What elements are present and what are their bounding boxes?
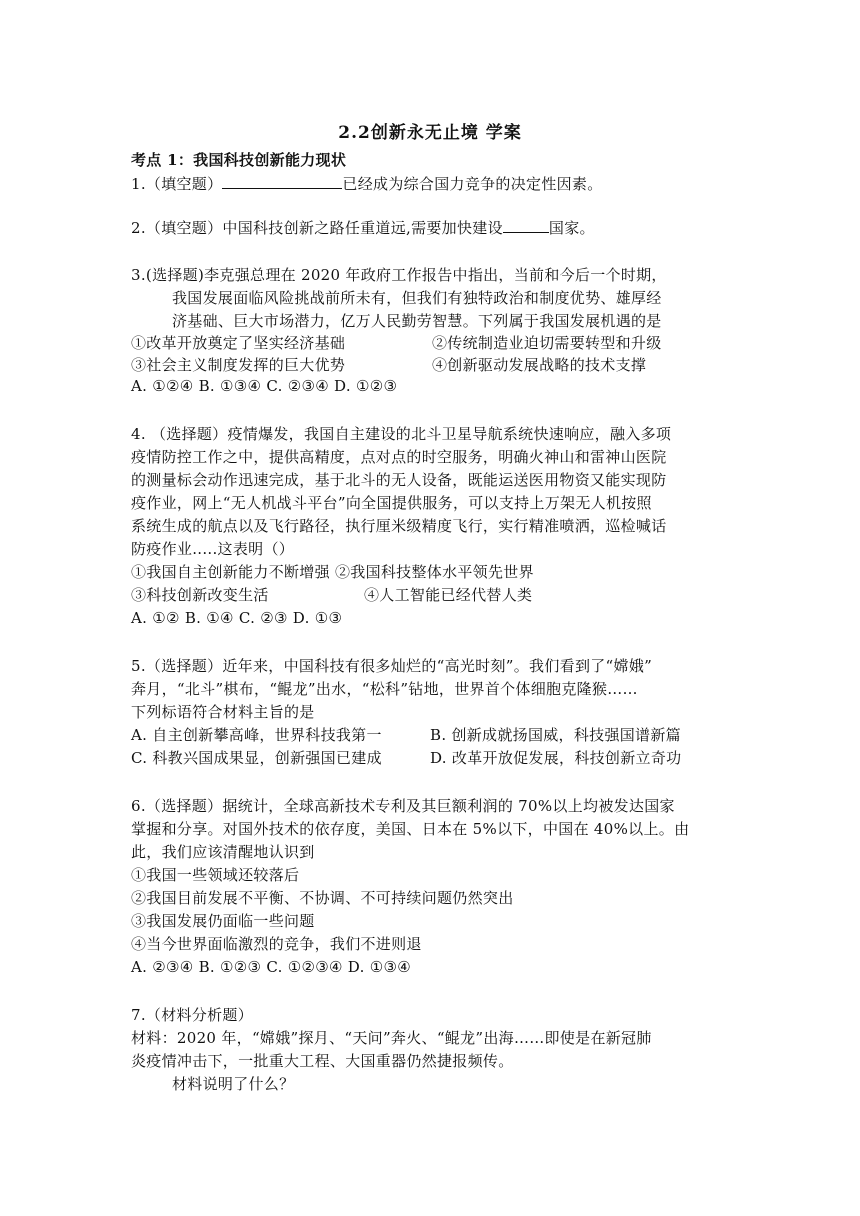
q3-stem-line: 3.(选择题)李克强总理在 2020 年政府工作报告中指出，当前和今后一个时期， [131,266,667,284]
q4-stem-line: 系统生成的航点以及飞行路径，执行厘米级精度飞行，实行精准喷洒，巡检喊话 [131,517,667,535]
q3-option-3: ③社会主义制度发挥的巨大优势 [131,356,346,374]
q5-stem-line: 下列标语符合材料主旨的是 [131,703,315,721]
q5-option-b: B. 创新成就扬国威，科技强国谱新篇 [430,726,681,744]
q4-answer-choices: A. ①② B. ①④ C. ②③ D. ①③ [131,609,343,627]
q4-stem-line: 防疫作业.....这表明（） [131,540,295,558]
q3-stem-line: 济基础、巨大市场潜力，亿万人民勤劳智慧。下列属于我国发展机遇的是 [172,312,662,330]
q5-option-a: A. 自主创新攀高峰，世界科技我第一 [131,726,382,744]
q3-answer-choices: A. ①②④ B. ①③④ C. ②③④ D. ①②③ [131,377,398,395]
q2-answer-blank[interactable] [503,218,549,233]
q4-stem-line: 疫情防控工作之中，提供高精度，点对点的时空服务，明确火神山和雷神山医院 [131,448,667,466]
q5-stem-line: 5.（选择题）近年来，中国科技有很多灿烂的“高光时刻”。我们看到了“嫦娥” [131,657,653,675]
q6-stem-line: 此，我们应该清醒地认识到 [131,843,315,861]
q5-option-c: C. 科教兴国成果显，创新强国已建成 [131,749,382,767]
q2-suffix: 国家。 [548,219,595,237]
q2-prefix: 2.（填空题）中国科技创新之路任重道远,需要加快建设 [131,219,503,237]
question-1 [131,174,603,194]
section-heading: 考点 1：我国科技创新能力现状 [131,151,347,169]
q7-heading: 7.（材料分析题） [131,1006,254,1024]
question-2 [131,218,595,238]
q4-stem-line: 4. （选择题）疫情爆发，我国自主建设的北斗卫星导航系统快速响应，融入多项 [131,425,672,443]
q3-option-row [131,355,647,375]
q1-answer-blank[interactable] [222,174,342,189]
q4-option-4: ④人工智能已经代替人类 [364,586,533,604]
q6-option: ③我国发展仍面临一些问题 [131,912,315,930]
q5-stem-line: 奔月，“北斗”棋布，“鲲龙”出水，“松科”钻地，世界首个体细胞克隆猴…… [131,680,638,698]
q6-stem-line: 掌握和分享。对国外技术的依存度，美国、日本在 5%以下，中国在 40%以上。由 [131,820,690,838]
q7-question: 材料说明了什么？ [172,1075,295,1093]
q5-option-row [131,748,682,768]
q3-stem-line: 我国发展面临风险挑战前所未有，但我们有独特政治和制度优势、雄厚经 [172,289,662,307]
q3-option-2: ②传统制造业迫切需要转型和升级 [432,334,662,352]
q4-stem-line: 疫作业，网上“无人机战斗平台”向全国提供服务，可以支持上万架无人机按照 [131,494,652,512]
q7-material-line: 炎疫情冲击下，一批重大工程、大国重器仍然捷报频传。 [131,1052,514,1070]
q3-option-row [131,333,662,353]
q3-option-4: ④创新驱动发展战略的技术支撑 [432,356,647,374]
q4-option-row [131,585,533,605]
q3-option-1: ①改革开放奠定了坚实经济基础 [131,334,346,352]
q6-answer-choices: A. ②③④ B. ①②③ C. ①②③④ D. ①③④ [131,958,411,976]
q4-option-3: ③科技创新改变生活 [131,586,269,604]
q1-prefix: 1.（填空题） [131,175,223,193]
q4-stem-line: 的测量标会动作迅速完成，基于北斗的无人设备，既能运送医用物资又能实现防 [131,471,667,489]
q7-material-line: 材料：2020 年，“嫦娥”探月、“天问”奔火、“鲲龙”出海……即使是在新冠肺 [131,1029,652,1047]
q6-option: ①我国一些领域还较落后 [131,866,300,884]
q6-stem-line: 6.（选择题）据统计，全球高新技术专利及其巨额利润的 70%以上均被发达国家 [131,797,675,815]
q6-option: ②我国目前发展不平衡、不协调、不可持续问题仍然突出 [131,889,514,907]
q6-option: ④当今世界面临激烈的竞争，我们不进则退 [131,935,422,953]
q1-suffix: 已经成为综合国力竞争的决定性因素。 [342,175,603,193]
q5-option-d: D. 改革开放促发展，科技创新立奇功 [430,749,682,767]
q5-option-row [131,725,681,745]
q4-option-row: ①我国自主创新能力不断增强 ②我国科技整体水平领先世界 [131,563,534,581]
page-title: 2.2创新永无止境 学案 [338,123,522,143]
